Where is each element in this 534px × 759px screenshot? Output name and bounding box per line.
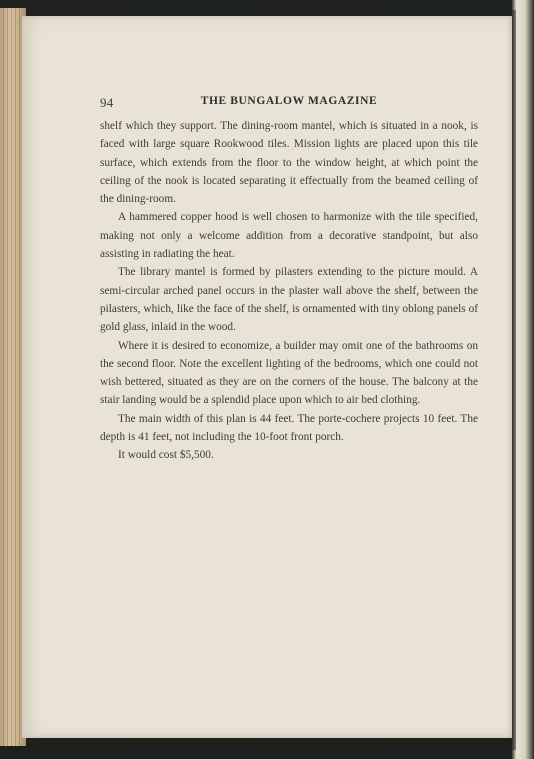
paragraph-4: Where it is desired to economize, a builder may omit one of the bathrooms on the second floor. Note the excellent lighting of the bedrooms, which one could not wish bettered, situated as they are on the corners of the house. The balcony at the stair landing would be a splendid place upon which to air bed clothing. xyxy=(100,339,478,407)
paragraph-1: shelf which they support. The dining-room mantel, which is situated in a nook, is faced with large square Rookwood tiles. Mission lights are placed upon this tile surface, which extends from the floor to the window height, at which point the ceiling of the nook is located separating it effectually from the beamed ceiling of the dining-room. xyxy=(100,120,478,206)
book-page xyxy=(22,16,512,738)
article-body xyxy=(100,117,478,465)
page-edge-shadow xyxy=(512,10,516,750)
paragraph-2: A hammered copper hood is well chosen to harmonize with the tile specified, making not only a welcome addition from a decorative standpoint, but also assisting in radiating the heat. xyxy=(100,211,478,261)
running-title: THE BUNGALOW MAGAZINE xyxy=(200,95,378,107)
page-content xyxy=(100,95,478,465)
paragraph-6: It would cost $5,500. xyxy=(118,449,214,462)
paragraph-3: The library mantel is formed by pilasters extending to the picture mould. A semi-circular arched panel occurs in the plaster wall above the shelf, between the pilasters, which, like the face of the shelf, is ornamented with tiny oblong panels of gold glass, inlaid in the wood. xyxy=(100,266,478,334)
paragraph-5: The main width of this plan is 44 feet. The porte-cochere projects 10 feet. The depth is 41 feet, not including the 10-foot front porch. xyxy=(100,412,478,444)
page-header xyxy=(100,95,478,113)
page-number: 94 xyxy=(100,95,114,110)
